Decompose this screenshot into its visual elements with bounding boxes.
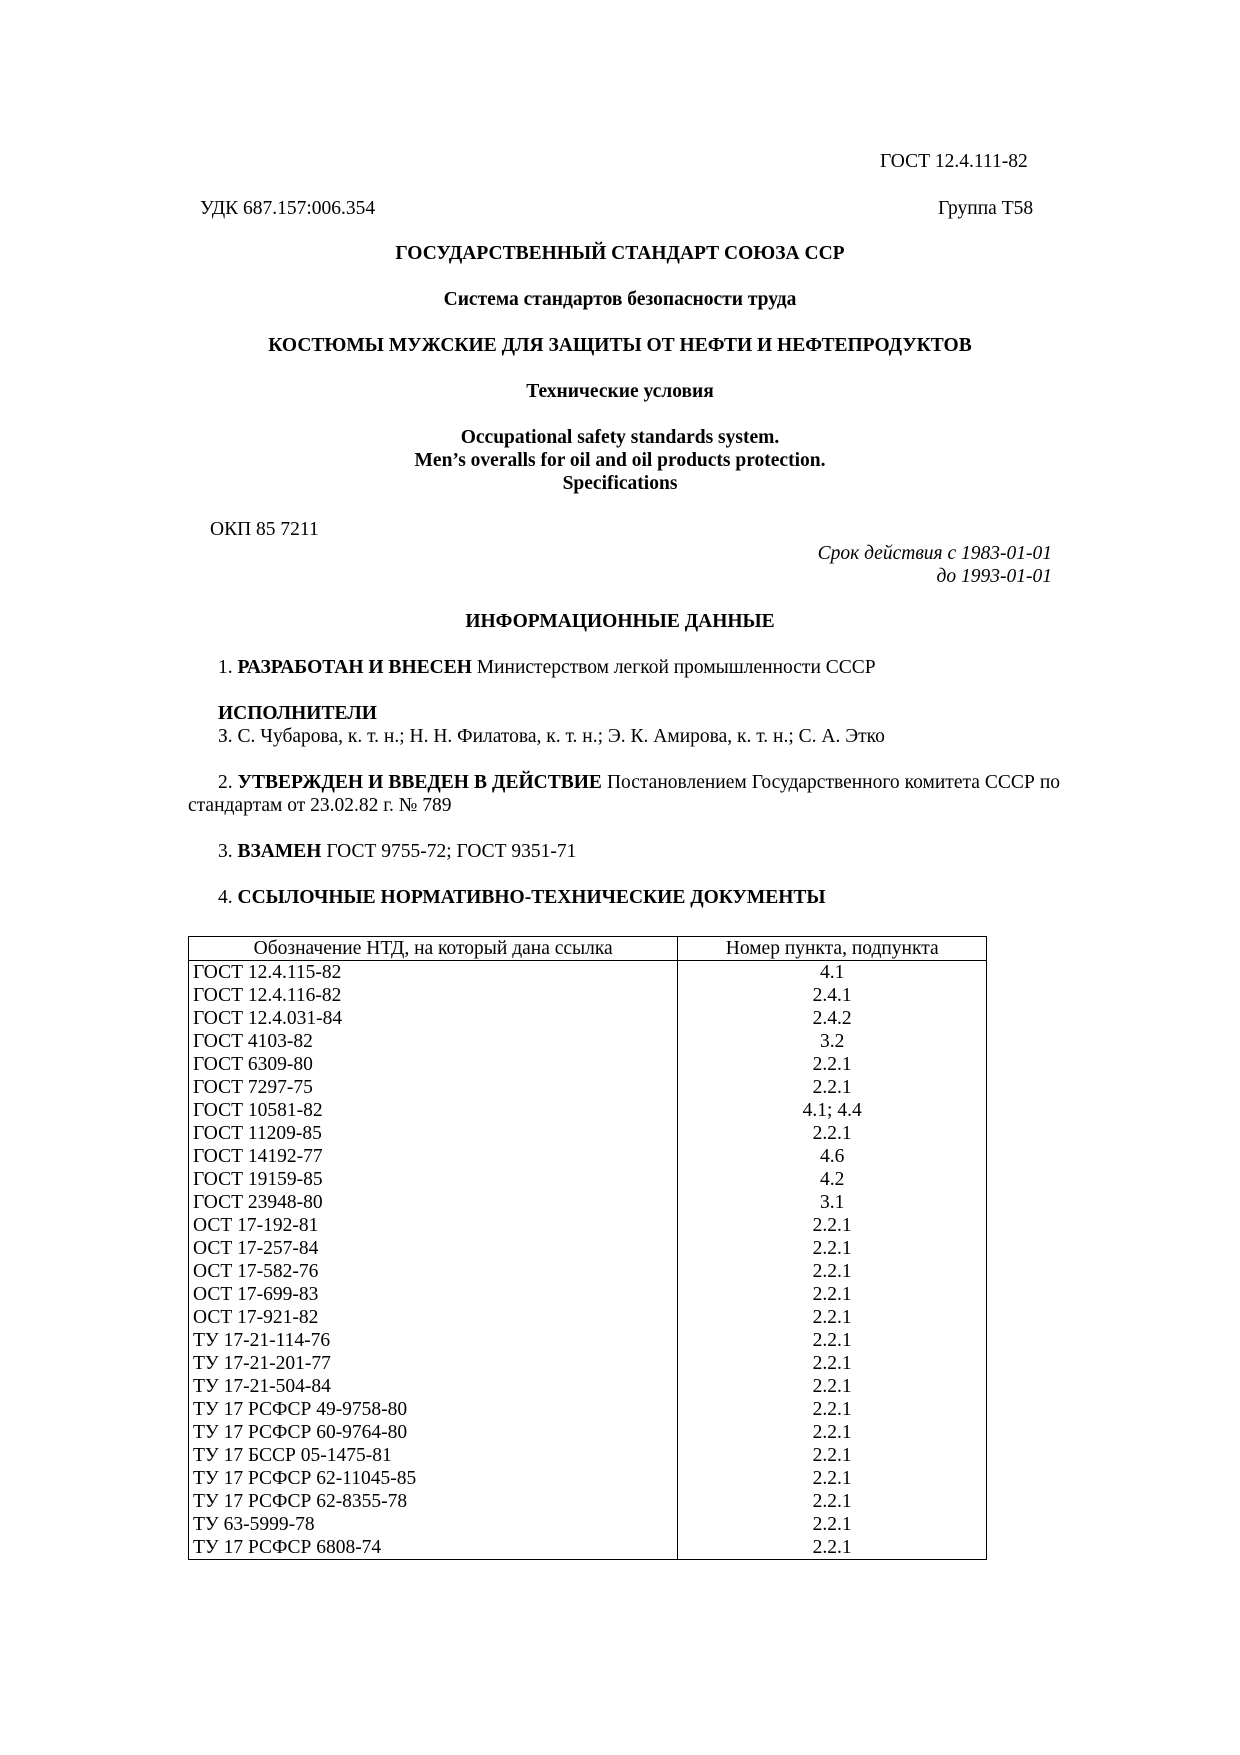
clause-number-cell: 2.2.1 — [678, 1260, 987, 1283]
table-row — [189, 1329, 987, 1352]
system-title: Система стандартов безопасности труда — [443, 289, 797, 310]
paragraph-bold-lead: УТВЕРЖДЕН И ВВЕДЕН В ДЕЙСТВИЕ — [237, 772, 602, 793]
ntd-designation-cell: ГОСТ 23948-80 — [189, 1191, 678, 1214]
clause-number-cell: 2.2.1 — [678, 1398, 987, 1421]
clause-number-cell: 2.2.1 — [678, 1076, 987, 1099]
paragraph-bold-lead: РАЗРАБОТАН И ВНЕСЕН — [237, 657, 472, 678]
paragraph-text: Министерством легкой промышленности СССР — [476, 657, 876, 678]
table-row — [189, 1467, 987, 1490]
ntd-designation-cell: ОСТ 17-582-76 — [189, 1260, 678, 1283]
ntd-designation-cell: ОСТ 17-257-84 — [189, 1237, 678, 1260]
ntd-designation-cell: ГОСТ 4103-82 — [189, 1030, 678, 1053]
gost-number: ГОСТ 12.4.111-82 — [880, 151, 1028, 172]
ntd-designation-cell: ТУ 17-21-114-76 — [189, 1329, 678, 1352]
paragraph-text: ГОСТ 9755-72; ГОСТ 9351-71 — [326, 841, 577, 862]
paragraph-number: 2. — [218, 772, 233, 793]
clause-number-cell: 2.4.2 — [678, 1007, 987, 1030]
ntd-designation-cell: ТУ 17 РСФСР 49-9758-80 — [189, 1398, 678, 1421]
ntd-designation-cell: ГОСТ 7297-75 — [189, 1076, 678, 1099]
clause-number-cell: 2.2.1 — [678, 1122, 987, 1145]
clause-number-cell: 2.2.1 — [678, 1329, 987, 1352]
table-row — [189, 1237, 987, 1260]
info-paragraph-2 — [188, 771, 1060, 817]
clause-number-cell: 2.2.1 — [678, 1513, 987, 1536]
info-paragraph-4 — [188, 886, 1060, 909]
clause-number-cell: 2.2.1 — [678, 1306, 987, 1329]
udk-code: УДК 687.157:006.354 — [200, 198, 376, 219]
ntd-designation-cell: ТУ 17-21-201-77 — [189, 1352, 678, 1375]
paragraph-text: Постановлением Государственного комитета СССР по стандартам от 23.02.82 г. № 789 — [188, 772, 1061, 816]
table-row — [189, 1122, 987, 1145]
clause-number-cell: 2.2.1 — [678, 1237, 987, 1260]
ntd-designation-cell: ОСТ 17-192-81 — [189, 1214, 678, 1237]
table-row — [189, 1375, 987, 1398]
clause-number-cell: 2.4.1 — [678, 984, 987, 1007]
table-row — [189, 1214, 987, 1237]
table-row — [189, 1007, 987, 1030]
clause-number-cell: 4.1; 4.4 — [678, 1099, 987, 1122]
english-title-line-3: Specifications — [562, 473, 678, 494]
table-header-cell: Обозначение НТД, на который дана ссылка — [189, 937, 678, 961]
table-header-cell: Номер пункта, подпункта — [678, 937, 987, 961]
executors-list: З. С. Чубарова, к. т. н.; Н. Н. Филатова, к. т. н.; Э. К. Амирова, к. т. н.; С. А. Этко — [218, 726, 885, 747]
table-row — [189, 1191, 987, 1214]
ntd-designation-cell: ГОСТ 19159-85 — [189, 1168, 678, 1191]
ntd-designation-cell: ТУ 17-21-504-84 — [189, 1375, 678, 1398]
ntd-designation-cell: ОСТ 17-921-82 — [189, 1306, 678, 1329]
clause-number-cell: 2.2.1 — [678, 1053, 987, 1076]
paragraph-bold-lead: ВЗАМЕН — [237, 841, 322, 862]
table-row — [189, 961, 987, 985]
table-row — [189, 1306, 987, 1329]
subject-title: КОСТЮМЫ МУЖСКИЕ ДЛЯ ЗАЩИТЫ ОТ НЕФТИ И НЕФТЕПРОДУКТОВ — [268, 335, 972, 356]
table-row — [189, 1283, 987, 1306]
clause-number-cell: 2.2.1 — [678, 1421, 987, 1444]
info-paragraph-1 — [188, 656, 1060, 679]
clause-number-cell: 2.2.1 — [678, 1352, 987, 1375]
group-code: Группа Т58 — [938, 198, 1034, 219]
table-row — [189, 1145, 987, 1168]
state-standard-title: ГОСУДАРСТВЕННЫЙ СТАНДАРТ СОЮЗА ССР — [395, 243, 845, 264]
table-row — [189, 1099, 987, 1122]
table-row — [189, 1076, 987, 1099]
clause-number-cell: 4.2 — [678, 1168, 987, 1191]
paragraph-number: 3. — [218, 841, 233, 862]
clause-number-cell: 3.2 — [678, 1030, 987, 1053]
ntd-designation-cell: ОСТ 17-699-83 — [189, 1283, 678, 1306]
table-row — [189, 1444, 987, 1467]
info-heading: ИНФОРМАЦИОННЫЕ ДАННЫЕ — [465, 611, 775, 632]
ntd-designation-cell: ТУ 63-5999-78 — [189, 1513, 678, 1536]
clause-number-cell: 4.6 — [678, 1145, 987, 1168]
table-row — [189, 1352, 987, 1375]
paragraph-bold-lead: ССЫЛОЧНЫЕ НОРМАТИВНО-ТЕХНИЧЕСКИЕ ДОКУМЕНТЫ — [237, 887, 826, 908]
clause-number-cell: 2.2.1 — [678, 1375, 987, 1398]
ntd-designation-cell: ГОСТ 10581-82 — [189, 1099, 678, 1122]
table-row — [189, 1490, 987, 1513]
clause-number-cell: 4.1 — [678, 961, 987, 985]
ntd-designation-cell: ТУ 17 РСФСР 6808-74 — [189, 1536, 678, 1560]
clause-number-cell: 2.2.1 — [678, 1467, 987, 1490]
table-row — [189, 984, 987, 1007]
paragraph-number: 1. — [218, 657, 233, 678]
ntd-designation-cell: ТУ 17 РСФСР 62-8355-78 — [189, 1490, 678, 1513]
ntd-designation-cell: ГОСТ 6309-80 — [189, 1053, 678, 1076]
ntd-designation-cell: ГОСТ 14192-77 — [189, 1145, 678, 1168]
ntd-designation-cell: ТУ 17 БССР 05-1475-81 — [189, 1444, 678, 1467]
spec-title: Технические условия — [526, 381, 714, 402]
okp-code: ОКП 85 7211 — [210, 519, 319, 540]
table-row — [189, 1513, 987, 1536]
clause-number-cell: 2.2.1 — [678, 1283, 987, 1306]
clause-number-cell: 2.2.1 — [678, 1490, 987, 1513]
ntd-designation-cell: ГОСТ 12.4.115-82 — [189, 961, 678, 985]
clause-number-cell: 3.1 — [678, 1191, 987, 1214]
paragraph-number: 4. — [218, 887, 233, 908]
table-row — [189, 1260, 987, 1283]
validity-from: Срок действия с 1983-01-01 — [817, 543, 1052, 564]
info-paragraph-3 — [188, 840, 1060, 863]
validity-to: до 1993-01-01 — [936, 566, 1052, 587]
reference-documents-table — [188, 936, 987, 1560]
clause-number-cell: 2.2.1 — [678, 1444, 987, 1467]
clause-number-cell: 2.2.1 — [678, 1536, 987, 1560]
table-row — [189, 1168, 987, 1191]
table-row — [189, 1053, 987, 1076]
table-row — [189, 1030, 987, 1053]
english-title-line-2: Men’s overalls for oil and oil products protection. — [414, 450, 826, 471]
clause-number-cell: 2.2.1 — [678, 1214, 987, 1237]
table-header-row — [189, 937, 987, 961]
ntd-designation-cell: ГОСТ 12.4.116-82 — [189, 984, 678, 1007]
table-row — [189, 1421, 987, 1444]
ntd-designation-cell: ГОСТ 11209-85 — [189, 1122, 678, 1145]
table-row — [189, 1536, 987, 1560]
english-title-line-1: Occupational safety standards system. — [460, 427, 780, 448]
ntd-designation-cell: ГОСТ 12.4.031-84 — [189, 1007, 678, 1030]
ntd-designation-cell: ТУ 17 РСФСР 60-9764-80 — [189, 1421, 678, 1444]
ntd-designation-cell: ТУ 17 РСФСР 62-11045-85 — [189, 1467, 678, 1490]
table-row — [189, 1398, 987, 1421]
executors-heading: ИСПОЛНИТЕЛИ — [218, 703, 377, 724]
